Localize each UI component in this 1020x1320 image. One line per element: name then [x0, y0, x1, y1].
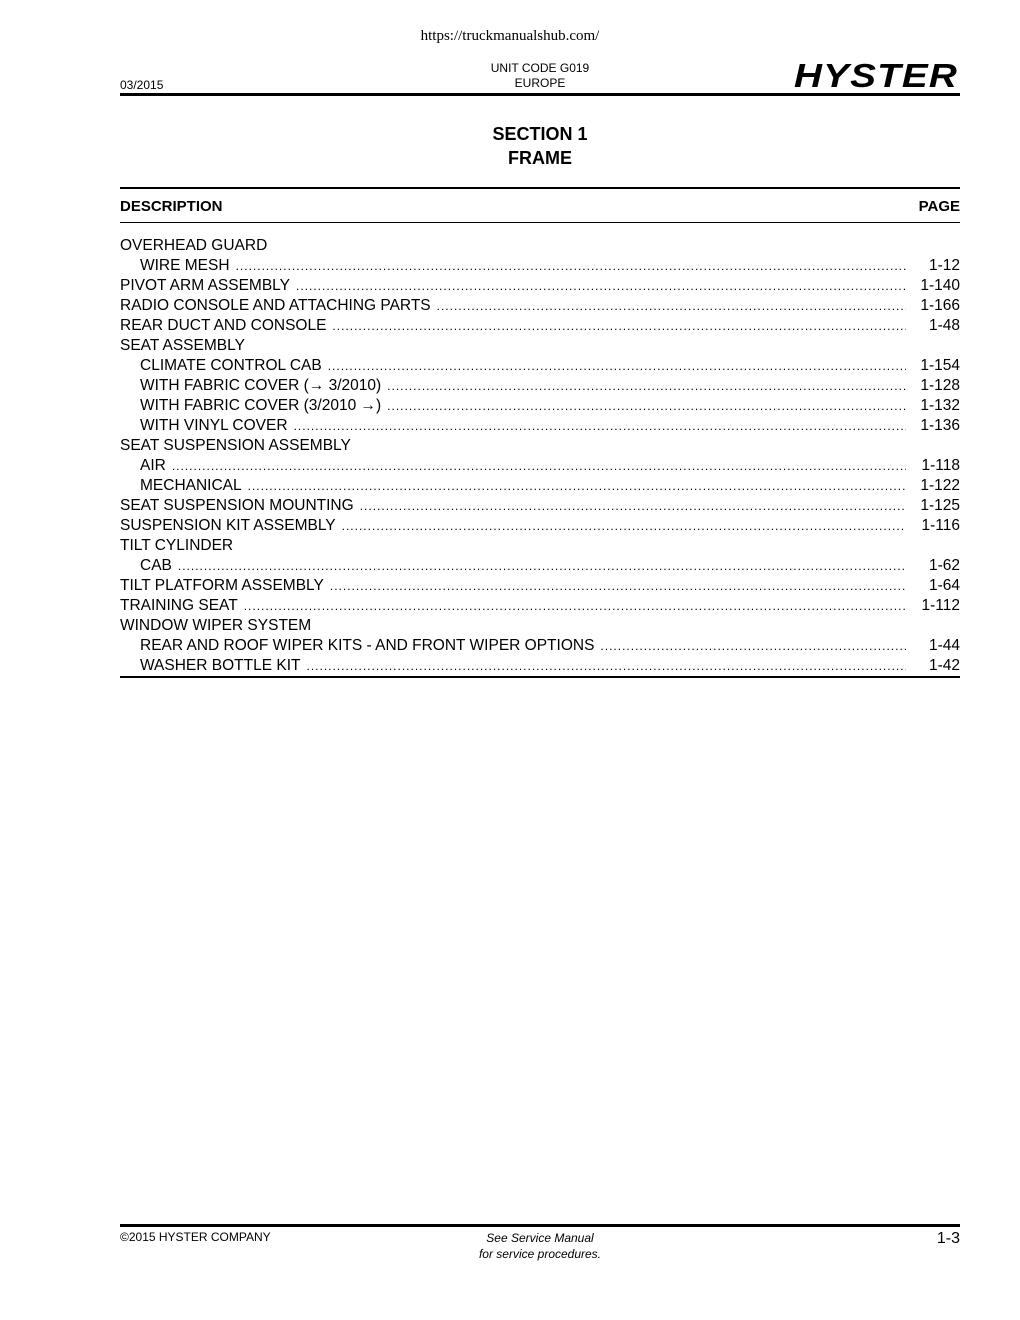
toc-entry-page: 1-12	[928, 257, 960, 274]
header-date: 03/2015	[120, 78, 164, 92]
toc-leader-dots	[296, 276, 906, 296]
watermark-url[interactable]: https://truckmanualshub.com/	[420, 28, 600, 44]
table-of-contents	[120, 236, 960, 676]
toc-leader-dots	[360, 496, 906, 516]
toc-entry-label: REAR DUCT AND CONSOLE	[120, 317, 327, 334]
toc-entry[interactable]	[120, 396, 960, 416]
toc-entry-page: 1-132	[920, 397, 960, 414]
toc-entry-label: WITH FABRIC COVER (3/2010 →)	[140, 397, 382, 414]
toc-leader-dots	[387, 376, 906, 396]
toc-entry[interactable]	[120, 516, 960, 536]
table-bottom-rule	[120, 676, 960, 678]
toc-entry[interactable]	[120, 316, 960, 336]
toc-entry-page: 1-128	[920, 377, 960, 394]
toc-entry-page: 1-118	[921, 457, 960, 474]
footer-note-line2: for service procedures.	[478, 1247, 602, 1261]
toc-entry-label: SEAT ASSEMBLY	[120, 337, 245, 354]
toc-entry-label: WINDOW WIPER SYSTEM	[120, 617, 312, 634]
table-top-rule	[120, 187, 960, 189]
toc-entry-page: 1-136	[920, 417, 960, 434]
toc-entry-page: 1-44	[928, 637, 960, 654]
toc-entry-label: REAR AND ROOF WIPER KITS - AND FRONT WIPER OPTIONS	[140, 637, 595, 654]
toc-leader-dots	[437, 296, 906, 316]
footer-copyright: ©2015 HYSTER COMPANY	[120, 1230, 271, 1244]
unit-code: UNIT CODE G019	[490, 61, 590, 75]
footer-page-number: 1-3	[936, 1230, 960, 1247]
toc-entry-page: 1-62	[928, 557, 960, 574]
toc-entry-label: TILT CYLINDER	[120, 537, 234, 554]
toc-entry[interactable]	[120, 436, 960, 456]
toc-leader-dots	[328, 356, 906, 376]
toc-entry[interactable]	[120, 556, 960, 576]
toc-entry[interactable]	[120, 236, 960, 256]
hyster-logo	[792, 58, 960, 92]
toc-entry[interactable]	[120, 596, 960, 616]
column-header-page: PAGE	[918, 198, 960, 215]
toc-entry-label: CLIMATE CONTROL CAB	[140, 357, 322, 374]
toc-entry[interactable]	[120, 376, 960, 396]
toc-leader-dots	[236, 256, 906, 276]
footer-note-line1: See Service Manual	[486, 1231, 594, 1245]
header-rule	[120, 93, 960, 96]
toc-leader-dots	[332, 316, 906, 336]
toc-entry[interactable]	[120, 536, 960, 556]
toc-entry-page: 1-166	[920, 297, 960, 314]
toc-entry-label: MECHANICAL	[140, 477, 242, 494]
toc-entry-page: 1-122	[920, 477, 960, 494]
toc-entry-label: SUSPENSION KIT ASSEMBLY	[120, 517, 336, 534]
toc-entry-page: 1-42	[928, 657, 960, 674]
toc-leader-dots	[172, 456, 906, 476]
section-name: FRAME	[508, 148, 572, 168]
toc-entry[interactable]	[120, 336, 960, 356]
toc-entry-page: 1-125	[920, 497, 960, 514]
toc-entry-label: PIVOT ARM ASSEMBLY	[120, 277, 290, 294]
table-header-rule	[120, 222, 960, 223]
footer-rule	[120, 1224, 960, 1227]
toc-entry[interactable]	[120, 656, 960, 676]
toc-entry-page: 1-116	[921, 517, 960, 534]
toc-entry[interactable]	[120, 576, 960, 596]
toc-entry-label: OVERHEAD GUARD	[120, 237, 268, 254]
toc-entry-label: WITH FABRIC COVER (→ 3/2010)	[140, 377, 382, 394]
toc-leader-dots	[294, 416, 906, 436]
toc-leader-dots	[600, 636, 906, 656]
toc-entry-label: CAB	[140, 557, 172, 574]
toc-entry[interactable]	[120, 276, 960, 296]
toc-entry-page: 1-154	[920, 357, 960, 374]
toc-leader-dots	[342, 516, 906, 536]
toc-entry-label: RADIO CONSOLE AND ATTACHING PARTS	[120, 297, 431, 314]
header-unit-info	[440, 61, 640, 91]
footer-note	[440, 1230, 640, 1262]
toc-entry-label: WITH VINYL COVER	[140, 417, 288, 434]
column-header-description: DESCRIPTION	[120, 198, 223, 215]
toc-entry-page: 1-112	[921, 597, 960, 614]
toc-leader-dots	[244, 596, 906, 616]
toc-entry[interactable]	[120, 296, 960, 316]
toc-entry-page: 1-48	[928, 317, 960, 334]
toc-entry[interactable]	[120, 456, 960, 476]
section-title	[0, 122, 1020, 170]
toc-entry-label: SEAT SUSPENSION ASSEMBLY	[120, 437, 351, 454]
toc-entry-label: TRAINING SEAT	[120, 597, 238, 614]
toc-entry-label: TILT PLATFORM ASSEMBLY	[120, 577, 324, 594]
toc-leader-dots	[248, 476, 906, 496]
toc-entry[interactable]	[120, 476, 960, 496]
toc-entry-page: 1-140	[920, 277, 960, 294]
toc-entry[interactable]	[120, 636, 960, 656]
toc-entry[interactable]	[120, 416, 960, 436]
toc-leader-dots	[306, 656, 906, 676]
toc-entry-label: SEAT SUSPENSION MOUNTING	[120, 497, 354, 514]
region: EUROPE	[514, 76, 566, 90]
toc-entry[interactable]	[120, 496, 960, 516]
toc-entry-label: WIRE MESH	[140, 257, 230, 274]
toc-entry[interactable]	[120, 256, 960, 276]
section-number: SECTION 1	[492, 124, 588, 144]
logo-text: HYSTER	[794, 58, 958, 92]
toc-entry-label: AIR	[140, 457, 166, 474]
toc-leader-dots	[178, 556, 906, 576]
toc-entry[interactable]	[120, 356, 960, 376]
toc-leader-dots	[330, 576, 906, 596]
toc-entry-page: 1-64	[928, 577, 960, 594]
toc-entry-label: WASHER BOTTLE KIT	[140, 657, 301, 674]
toc-leader-dots	[387, 396, 906, 416]
toc-entry[interactable]	[120, 616, 960, 636]
